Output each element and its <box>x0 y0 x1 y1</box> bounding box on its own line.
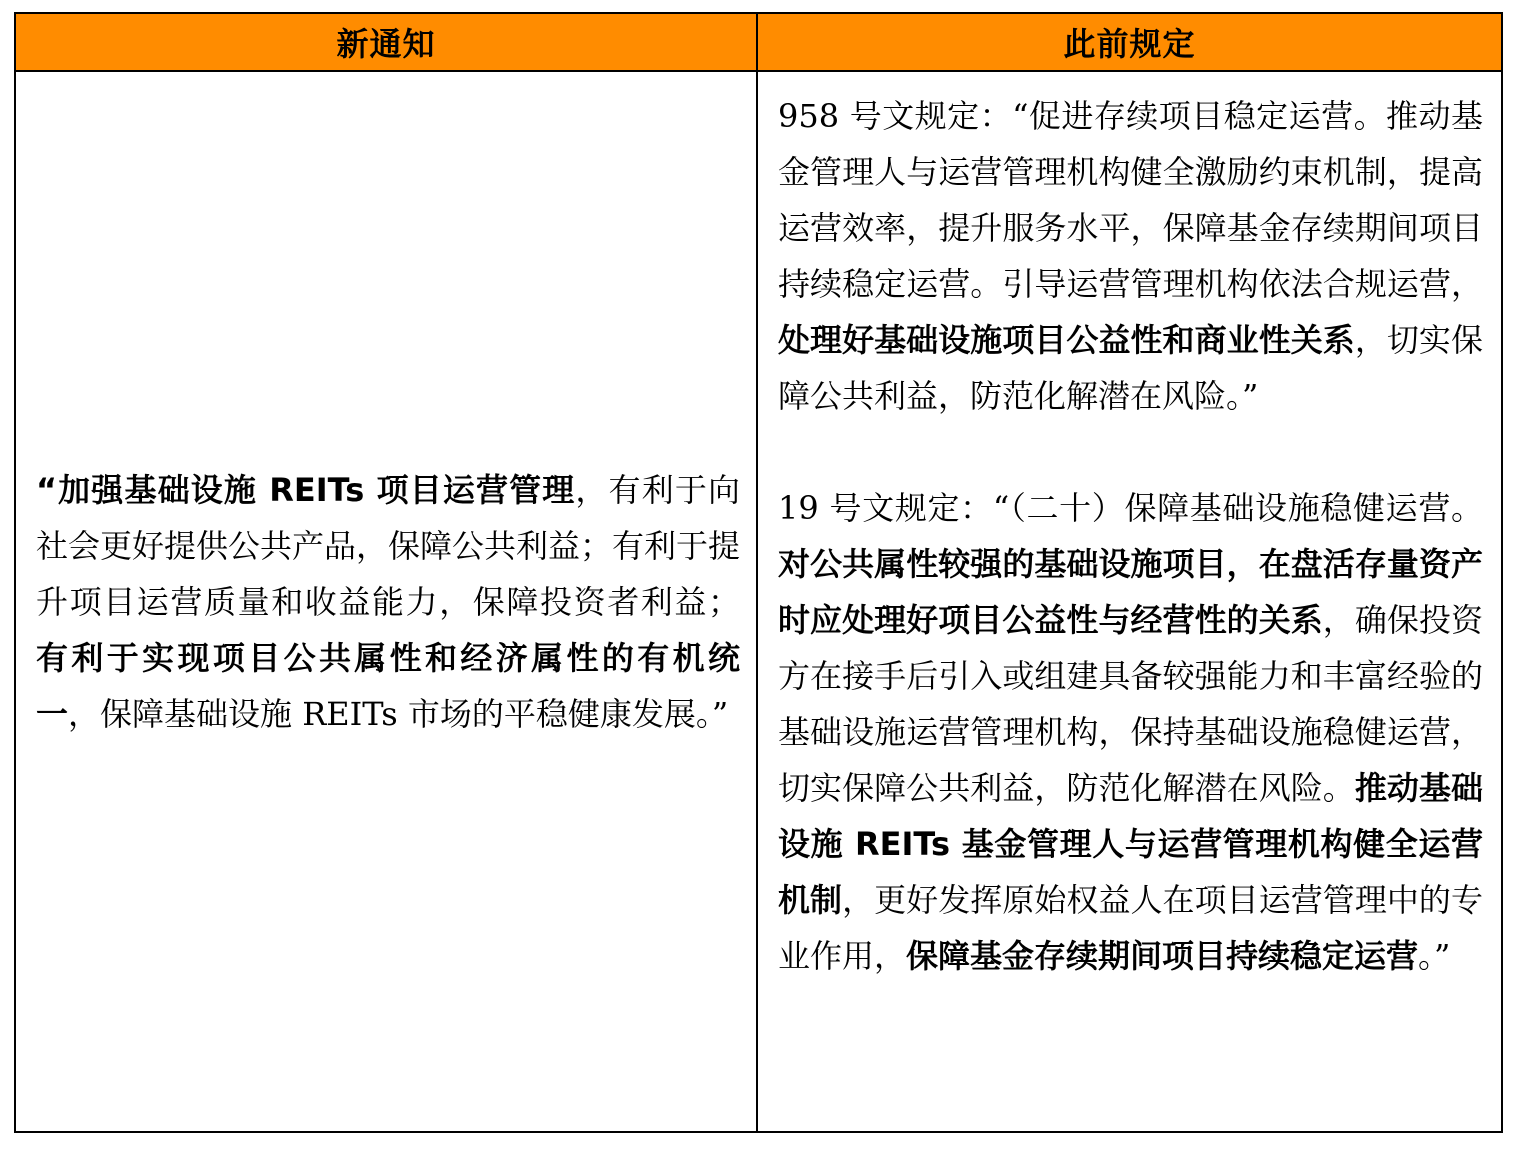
text-segment: 有利于实现项目公共属性和经济属性的有机统一 <box>36 638 740 733</box>
text-segment: ，保障基础设施 REITs 市场的平稳健康发展。” <box>68 694 729 733</box>
header-new-notice: 新通知 <box>15 13 757 71</box>
text-segment: 。” <box>1418 937 1451 975</box>
new-notice-cell <box>15 71 757 1132</box>
table-row <box>15 71 1502 1132</box>
text-segment: 19 号文规定：“（二十）保障基础设施稳健运营。 <box>778 489 1483 527</box>
previous-rules-cell <box>757 71 1502 1132</box>
text-segment: ，切实保障公共利益，防范化解潜在风险。” <box>778 321 1483 415</box>
text-segment: 推动基础设施 REITs 基金管理人与运营管理机构健全运营机制 <box>778 769 1483 919</box>
text-segment: 958 号文规定：“促进存续项目稳定运营。推动基金管理人与运营管理机构健全激励约束机制，提高运营效率，提升服务水平，保障基金存续期间项目持续稳定运营。引导运营管理机构依法合规运营， <box>778 97 1483 303</box>
text-segment: 对公共属性较强的基础设施项目，在盘活存量资产时应处理好项目公益性与经营性的关系 <box>778 545 1483 639</box>
text-segment: 处理好基础设施项目公益性和商业性关系 <box>778 321 1355 359</box>
text-segment: ，更好发挥原始权益人在项目运营管理中的专业作用， <box>778 881 1483 975</box>
text-segment: ，确保投资方在接手后引入或组建具备较强能力和丰富经验的基础设施运营管理机构，保持基础设施稳健运营，切实保障公共利益，防范化解潜在风险。 <box>778 601 1483 807</box>
table-header-row <box>15 13 1502 71</box>
text-segment: ，有利于向社会更好提供公共产品，保障公共利益；有利于提升项目运营质量和收益能力，保障投资者利益； <box>36 470 741 621</box>
text-segment: 保障基金存续期间项目持续稳定运营 <box>906 937 1419 975</box>
new-notice-paragraph <box>36 462 740 742</box>
rule-958-paragraph <box>778 88 1483 424</box>
rule-19-paragraph <box>778 480 1483 984</box>
paragraph-spacer <box>778 424 1483 480</box>
comparison-table <box>14 12 1503 1133</box>
text-segment: “加强基础设施 REITs 项目运营管理 <box>36 470 576 509</box>
header-previous-rules: 此前规定 <box>757 13 1502 71</box>
